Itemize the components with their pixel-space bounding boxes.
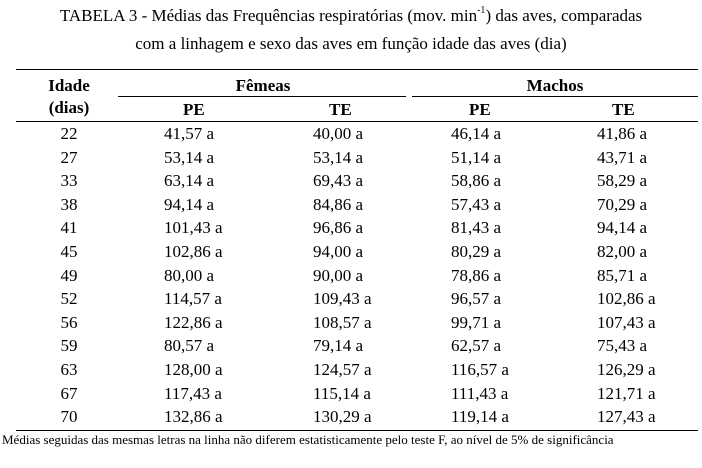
male-te-cell: 102,86 a — [597, 289, 656, 309]
female-te-cell: 84,86 a — [313, 194, 364, 214]
female-pe-cell: 94,14 a — [164, 194, 215, 214]
male-pe-cell: 51,14 a — [451, 147, 502, 167]
male-te-cell: 121,71 a — [597, 383, 656, 403]
row-age-cell: 22 — [60, 124, 78, 143]
female-pe-cell: 101,43 a — [164, 218, 223, 238]
header-age-line-1: Idade — [48, 76, 90, 95]
row-age-cell: 27 — [60, 147, 78, 167]
female-pe-cell: 53,14 a — [164, 147, 215, 167]
male-pe-cell: 78,86 a — [451, 265, 502, 285]
male-te-cell: 126,29 a — [597, 360, 656, 379]
male-pe-cell: 119,14 a — [451, 407, 509, 427]
row-age-cell: 63 — [60, 360, 78, 379]
female-pe-cell: 80,57 a — [164, 336, 215, 356]
caption-main-text: Médias das Frequências respiratórias (mov. min — [151, 6, 478, 25]
male-pe-cell: 62,57 a — [451, 336, 502, 356]
female-te-cell: 53,14 a — [313, 147, 364, 167]
header-group-female: Fêmeas — [235, 76, 291, 95]
male-pe-cell: 81,43 a — [451, 218, 502, 238]
male-pe-cell: 57,43 a — [451, 194, 502, 214]
header-female-pe: PE — [183, 100, 205, 119]
male-te-cell: 41,86 a — [597, 124, 648, 143]
male-te-cell: 85,71 a — [597, 265, 648, 285]
table-footnote: Médias seguidas das mesmas letras na linha não diferem estatisticamente pelo teste F, ao nível de 5% de significância — [2, 432, 614, 447]
female-te-cell: 130,29 a — [313, 407, 372, 427]
row-age-cell: 70 — [60, 407, 78, 427]
male-pe-cell: 116,57 a — [451, 360, 509, 379]
male-group-rule — [412, 96, 698, 97]
female-te-cell: 69,43 a — [313, 171, 364, 191]
female-pe-cell: 41,57 a — [164, 124, 215, 143]
row-age-cell: 49 — [60, 265, 78, 285]
female-pe-cell: 80,00 a — [164, 265, 215, 285]
header-bottom-rule — [16, 121, 698, 122]
female-te-cell: 108,57 a — [313, 312, 372, 332]
female-te-cell: 79,14 a — [313, 336, 364, 356]
male-pe-cell: 58,86 a — [451, 171, 502, 191]
male-pe-cell: 111,43 a — [451, 383, 509, 403]
female-te-cell: 109,43 a — [313, 289, 372, 309]
male-pe-cell: 80,29 a — [451, 242, 502, 261]
row-age-cell: 45 — [60, 242, 78, 261]
female-pe-cell: 117,43 a — [164, 383, 222, 403]
male-pe-cell: 46,14 a — [451, 124, 502, 143]
header-male-te: TE — [612, 100, 635, 119]
male-te-cell: 58,29 a — [597, 171, 648, 191]
header-female-te: TE — [329, 100, 352, 119]
male-te-cell: 82,00 a — [597, 242, 648, 261]
row-age-cell: 59 — [60, 336, 78, 356]
male-te-cell: 127,43 a — [597, 407, 656, 427]
header-male-pe: PE — [469, 100, 491, 119]
female-te-cell: 94,00 a — [313, 242, 364, 261]
female-group-rule — [118, 96, 406, 97]
table-caption-line-1 — [0, 6, 702, 26]
caption-superscript: -1 — [477, 5, 486, 17]
header-group-male: Machos — [526, 76, 584, 95]
table-top-rule — [16, 69, 698, 70]
header-age-line-2: (dias) — [48, 98, 90, 117]
table-caption-line-2: com a linhagem e sexo das aves em função idade das aves (dia) — [135, 34, 567, 53]
female-te-cell: 124,57 a — [313, 360, 372, 379]
male-te-cell: 94,14 a — [597, 218, 648, 238]
row-age-cell: 67 — [60, 383, 78, 403]
row-age-cell: 33 — [60, 171, 78, 191]
female-te-cell: 115,14 a — [313, 383, 371, 403]
male-te-cell: 75,43 a — [597, 336, 648, 356]
female-pe-cell: 63,14 a — [164, 171, 215, 191]
male-te-cell: 107,43 a — [597, 312, 656, 332]
female-pe-cell: 122,86 a — [164, 312, 223, 332]
row-age-cell: 38 — [60, 194, 78, 214]
table-label: TABELA 3 - — [59, 6, 152, 25]
male-pe-cell: 99,71 a — [451, 312, 502, 332]
caption-tail-text: ) das aves, comparadas — [485, 6, 643, 25]
female-pe-cell: 114,57 a — [164, 289, 222, 309]
female-pe-cell: 132,86 a — [164, 407, 223, 427]
female-pe-cell: 102,86 a — [164, 242, 223, 261]
row-age-cell: 41 — [60, 218, 78, 238]
male-te-cell: 70,29 a — [597, 194, 648, 214]
table-bottom-rule — [16, 430, 698, 431]
female-pe-cell: 128,00 a — [164, 360, 223, 379]
female-te-cell: 40,00 a — [313, 124, 364, 143]
female-te-cell: 90,00 a — [313, 265, 364, 285]
row-age-cell: 52 — [60, 289, 78, 309]
row-age-cell: 56 — [60, 312, 78, 332]
male-te-cell: 43,71 a — [597, 147, 648, 167]
female-te-cell: 96,86 a — [313, 218, 364, 238]
male-pe-cell: 96,57 a — [451, 289, 502, 309]
